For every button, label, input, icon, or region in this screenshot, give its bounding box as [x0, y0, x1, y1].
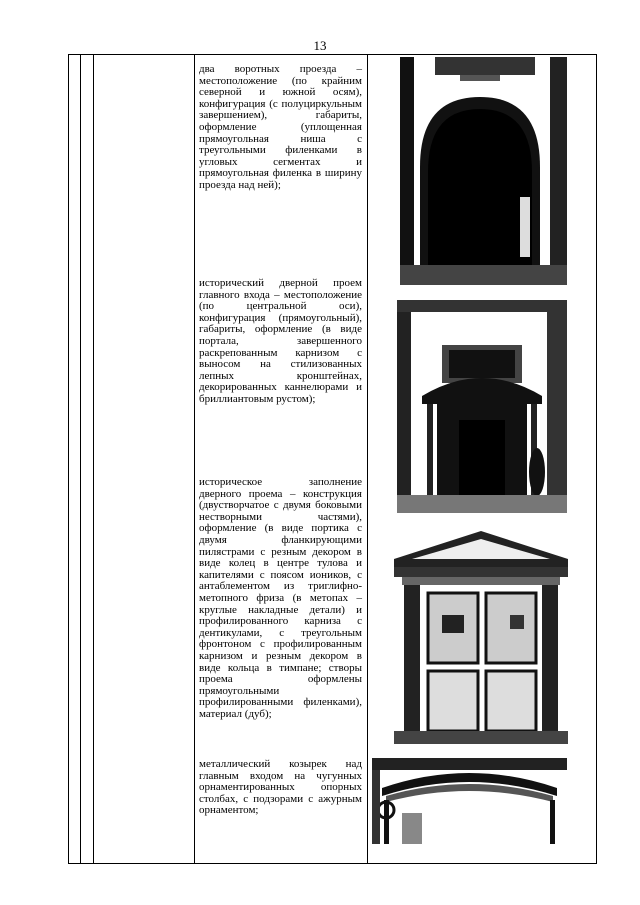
- column-divider: [194, 55, 195, 863]
- row-description: металлический козырек над главным входом на чугунных орнаментированных опорных столбах, с подзорами с ажурным орнаментом;: [199, 758, 362, 817]
- row-description: два воротных проезда – местоположение (по крайним северной и южной осям), конфигурация (с полуциркульным завершением), габариты, оформление (уплощенная прямоугольная ниша с треугольными филенками в угловых сегментах и прямоугольная филенка в ширину проезда над ней);: [199, 63, 362, 191]
- arch-gate-photo: [400, 57, 567, 285]
- column-divider: [367, 55, 368, 863]
- main-entrance-photo: [397, 300, 567, 513]
- door-portico-photo: [394, 531, 568, 744]
- column-divider: [80, 55, 81, 863]
- column-divider: [93, 55, 94, 863]
- canopy-photo: [372, 758, 567, 844]
- row-description: историческое заполнение дверного проема – конструкция (двустворчатое с двумя боковыми нестворными частями), оформление (в виде портика с двумя фланкирующими пилястрами с резным декором в виде колец в центре тулова и капителями с поясом иоников, с антаблементом из триглифно-метопного фриза (в метопах – круглые накладные детали) и профилированного карниза с дентикулами, с треугольным фронтоном с профилированным карнизом и резным декором в виде кольца в тимпане; створы проема оформлены прямоугольными профилированными филенками), материал (дуб);: [199, 476, 362, 720]
- page-number: 13: [313, 38, 327, 53]
- row-description: исторический дверной проем главного входа – местоположение (по центральной оси), конфигурация (прямоугольный), габариты, оформление (в виде портала, завершенного раскрепованным карнизом с выносом на стилизованных лепных кронштейнах, декорированных каннелюрами и бриллиантовым рустом);: [199, 277, 362, 405]
